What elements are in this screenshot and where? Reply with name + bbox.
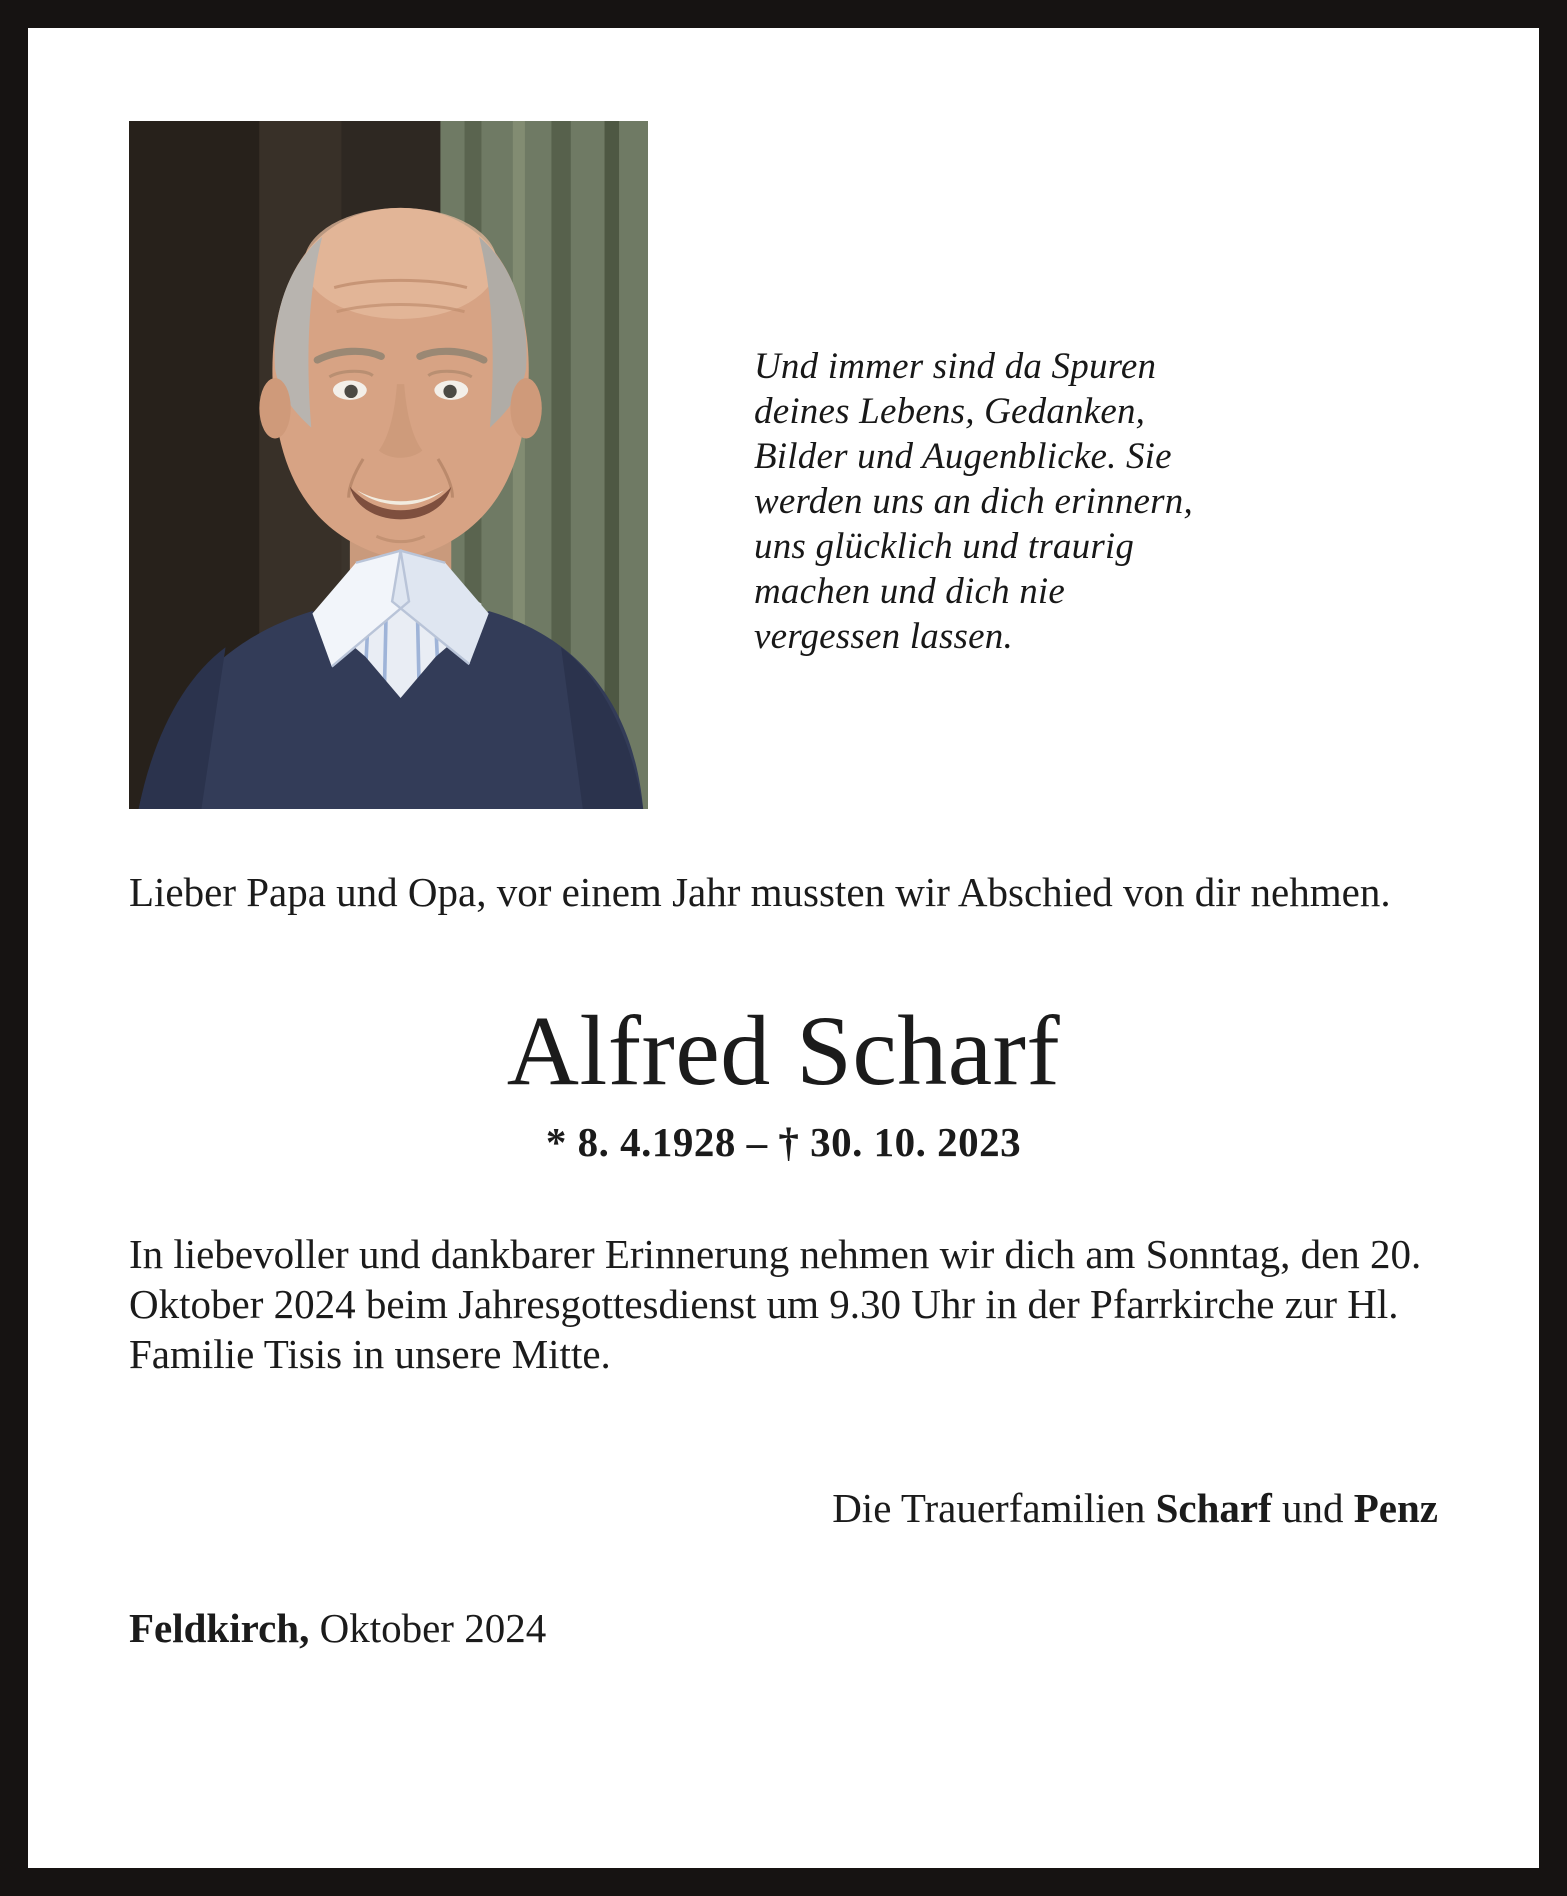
- quote-line: Und immer sind da Spuren: [754, 346, 1157, 387]
- deceased-name: Alfred Scharf: [506, 995, 1061, 1106]
- family-name-scharf: Scharf: [1155, 1485, 1272, 1531]
- quote-line: werden uns an dich erinnern,: [754, 481, 1193, 522]
- memorial-quote: [754, 121, 1193, 809]
- quote-line: Bilder und Augenblicke. Sie: [754, 436, 1172, 477]
- intro-line: Lieber Papa und Opa, vor einem Jahr mussten wir Abschied von dir nehmen.: [129, 869, 1391, 915]
- place-label: Feldkirch,: [129, 1605, 310, 1651]
- family-prefix: Die Trauerfamilien: [832, 1485, 1146, 1531]
- portrait-photo: [129, 121, 648, 809]
- family-name-penz: Penz: [1353, 1485, 1438, 1531]
- mourning-families-line: [129, 1483, 1438, 1533]
- quote-line: uns glücklich und traurig: [754, 526, 1135, 567]
- quote-line: machen und dich nie: [754, 571, 1066, 612]
- life-dates: * 8. 4.1928 – † 30. 10. 2023: [545, 1119, 1022, 1165]
- quote-line: deines Lebens, Gedanken,: [754, 391, 1146, 432]
- place-date-line: [129, 1603, 1438, 1653]
- family-conjunction: und: [1282, 1485, 1344, 1531]
- obituary-card: [28, 28, 1539, 1868]
- quote-line: vergessen lassen.: [754, 616, 1013, 657]
- header-row: [129, 121, 1438, 809]
- date-label: Oktober 2024: [319, 1605, 547, 1651]
- service-announcement: In liebevoller und dankbarer Erinnerung nehmen wir dich am Sonntag, den 20. Oktober 2024 beim Jahresgottesdienst um 9.30 Uhr in der Pfarrkirche zur Hl. Familie Tisis in unsere Mitte.: [129, 1231, 1422, 1377]
